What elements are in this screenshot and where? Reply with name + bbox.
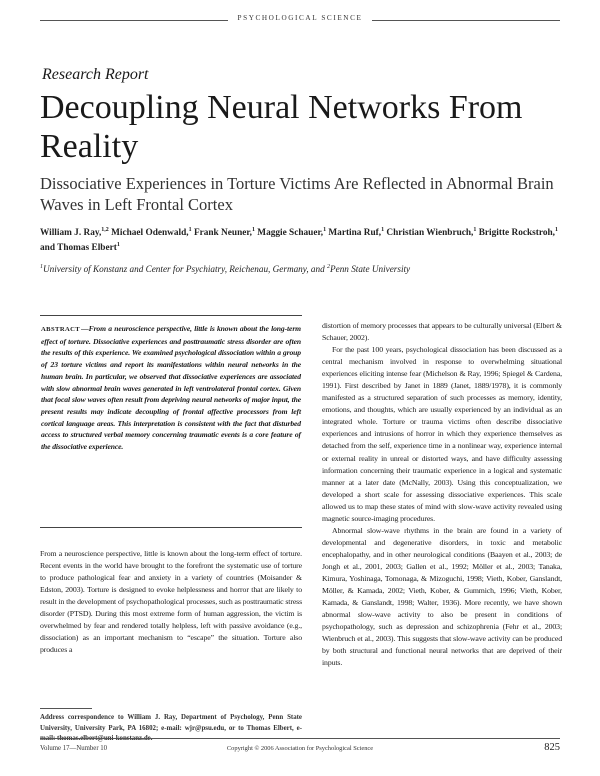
author-name: William J. Ray, (40, 228, 102, 238)
journal-header (40, 14, 560, 28)
body-paragraph: distortion of memory processes that appears to be culturally universal (Elbert & Schauer, 2002). (322, 321, 562, 343)
page-footer (40, 738, 560, 758)
author-name: Christian Wienbruch, (386, 228, 474, 238)
author-affiliation-mark: 1 (251, 226, 255, 233)
body-text-left: From a neuroscience perspective, little is known about the long-term effect of torture. Recent events in the world have brought to the forefront the systematic use of torture to produce pathological fear and anxiety in a variety of countries (Moisander & Edston, 2003). Torture is designed to evoke helplessness and horror that are likely to result in the development of psychopathological processes, such as posttraumatic stress disorder (PTSD). During this most extreme form of human aggression, the victim is overwhelmed by fear and rendered totally helpless, left with passive avoidance (e.g., dissociation) as an important mechanism to “escape” the situation. Torture also produces a (40, 549, 302, 655)
article-title: Decoupling Neural Networks From Reality (40, 89, 523, 165)
affiliation-text: University of Konstanz and Center for Psychiatry, Reichenau, Germany, and (43, 264, 325, 274)
affiliation-text: Penn State University (330, 264, 411, 274)
abstract-heading: ABSTRACT (41, 326, 81, 333)
volume-number: Volume 17—Number 10 (40, 745, 108, 752)
author-name: Brigitte Rockstroh, (478, 228, 555, 238)
author-name: and Thomas Elbert (40, 243, 117, 253)
abstract-rule-bottom (40, 527, 302, 528)
author-name: Martina Ruf, (328, 228, 382, 238)
author-affiliation-mark: 1 (188, 226, 192, 233)
author-name: Maggie Schauer, (257, 228, 324, 238)
footnote-rule (40, 708, 92, 709)
footnote-text: Address correspondence to William J. Ray, Department of Psychology, Penn State University, University Park, PA 16802; e-mail: wjr@psu.edu, or to Thomas Elbert, e- (40, 714, 302, 732)
body-paragraph: Abnormal slow-wave rhythms in the brain are found in a variety of developmental and degenerative disorders, in toxic and metabolic encephalopathy, and in other neurological conditions (Baayen et al., 2003; de Jongh et al., 2001, 2003; Gallen et al., 1992; Möller et al., 2003; Tanaka, Kimura, Yoshinaga, Tomonaga, & Mizoguchi, 1998; Vieth, Kober, Ganslandt, Möller, & Kamada, 2002; Vieth, Kober, & Gummich, 1996; Vieth, Kober, Kamada, & Ganslandt, 1998; Walter, 1936). More recently, we have shown abnormal slow-wave activity to also be present in conditions of psychopathology, such as depression and schizophrenia (Fehr et al., 2003; Wienbruch et al., 2003). This suggests that slow-wave activity can be produced by both structural and functional neural networks that are deprived of their inputs. (322, 525, 562, 668)
journal-name: PSYCHOLOGICAL SCIENCE (237, 14, 363, 22)
author-affiliation-mark: 1 (473, 226, 477, 233)
header-rule-right (372, 20, 560, 21)
copyright-notice: Copyright © 2006 Association for Psychological Science (226, 745, 374, 752)
body-column-right (322, 320, 562, 669)
affiliations (40, 264, 560, 274)
footer-rule (40, 738, 560, 739)
author-affiliation-mark: 1 (381, 226, 385, 233)
section-label: Research Report (42, 66, 149, 83)
affiliation-mark: 1 (40, 263, 43, 270)
author-affiliation-mark: 1,2 (101, 226, 109, 233)
page-number: 825 (544, 742, 560, 753)
abstract-rule-top (40, 315, 302, 316)
abstract (41, 323, 301, 453)
author-list (40, 226, 560, 256)
abstract-box (40, 315, 302, 528)
body-paragraph: For the past 100 years, psychological dissociation has been discussed as a central mechanism involved in response to overwhelming situational experiences eliciting intense fear (Michelson & Ray, 1996; Spiegel & Cardena, 1991). First described by Janet in 1889 (Janet, 1889/1978), it is commonly manifested as a structured separation of such processes as memory, identity, emotions, and thoughts, which are usually experienced by an individual as an integrated whole. Torture or trauma victims often describe dissociative experiences and intrusions of horror in which they experience themselves as detached from the self, experience time in a nonlinear way, experience internal or external reality in unreal or distorted ways, and have difficulty assessing information concerning their traumatic experience in a logical and systematic manner at a later date (McNally, 2003). Using this conceptualization, we developed a short scale for assessing dissociative experiences. This scale allowed us to map these states of mind with slow-wave activity revealed using magnetic source-imaging procedures. (322, 345, 562, 523)
author-affiliation-mark: 1 (323, 226, 327, 233)
author-name: Frank Neuner, (193, 228, 252, 238)
affiliation-mark: 2 (327, 263, 331, 270)
author-name: Michael Odenwald, (111, 228, 189, 238)
author-affiliation-mark: 1 (554, 226, 558, 233)
author-affiliation-mark: 1 (116, 241, 120, 248)
abstract-body: —From a neuroscience perspective, little is known about the long-term effect of torture. Dissociative experiences and posttraumatic stress disorder are often the results of this experience. We examined psychological dissociation within a group of 23 torture victims and report its manifestations within neural networks in the human brain. In particular, we observed that dissociative experiences are associated with slow abnormal brain waves generated in left ventrolateral frontal cortex. Given that focal slow waves often result from depriving neural networks of major input, the present results may indicate decoupling of frontal affective processors from left cortical language areas. This interpretation is consistent with the fact that disturbed access to structured verbal memory concerning traumatic events is a core feature of the dissociative experience. (41, 324, 301, 452)
article-subtitle: Dissociative Experiences in Torture Victims Are Reflected in Abnormal Brain Waves in Left Frontal Cortex (40, 174, 554, 214)
